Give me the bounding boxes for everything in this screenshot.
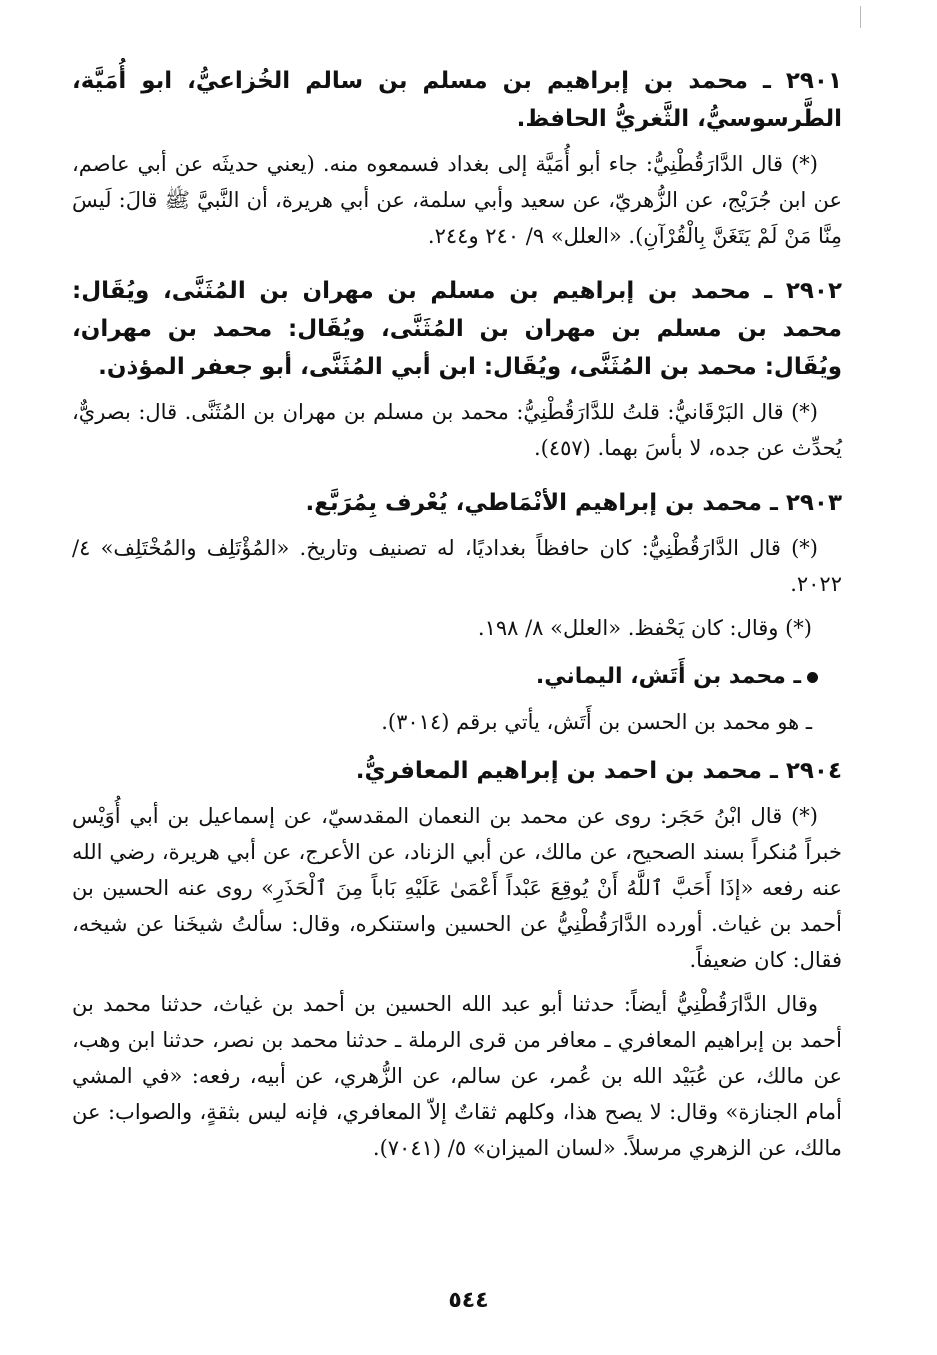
- entry-paragraph: (*) وقال: كان يَحْفظ. «العلل» ٨/ ١٩٨.: [477, 616, 812, 640]
- cross-reference-note: ـ هو محمد بن الحسن بن أَتَش، يأتي برقم (٣٠١٤).: [381, 710, 812, 734]
- entry-heading: ٢٩٠٢ ـ محمد بن إبراهيم بن مسلم بن مهران بن المُثَنَّى، ويُقَال: محمد بن مسلم بن مهران بن المُثَنَّى، ويُقَال: محمد بن مهران، ويُقَال: محمد بن المُثَنَّى، ويُقَال: ابن أبي المُثَنَّى، أبو جعفر المؤذن.: [72, 278, 842, 380]
- entry-paragraph: وقال الدَّارَقُطْنِيُّ أيضاً: حدثنا أبو عبد الله الحسين بن أحمد بن غياث، حدثنا محمد بن أحمد بن إبراهيم المعافري ـ معافر من قرى الرملة ـ حدثنا محمد بن نصر، حدثنا ابن وهب، عن مالك، عن عُبَيْد الله بن عُمر، عن سالم، عن الزُّهري، عن أبيه، رفعه: «في المشي أمام الجنازة» وقال: لا يصح هذا، وكلهم ثقاتٌ إلاّ المعافري، فإنه ليس بثقةٍ، والصواب: عن مالك، عن الزهري مرسلاً. «لسان الميزان» ٥/ (٧٠٤١).: [72, 992, 842, 1160]
- cross-reference-heading: [72, 658, 842, 696]
- entry-2904: [72, 752, 842, 1166]
- entry-paragraph: (*) قال ابْنُ حَجَر: روى عن محمد بن النعمان المقدسيّ، عن إسماعيل بن أبي أُوَيْس خبراً مُنكراً بسند الصحيح، عن مالك، عن أبي الزناد، عن الأعرج، عن أبي هريرة، رضي الله عنه رفعه «إذَا أَحَبَّ ٱللَّهُ أَنْ يُوقِعَ عَبْداً أَعْمَىٰ عَلَيْهِ بَاباً مِنَ ٱلْحَذَرِ» روى عنه الحسين بن أحمد بن غياث. أورده الدَّارَقُطْنِيُّ عن الحسين واستنكره، وقال: سألتُ شيخَنا عن شيخه، فقال: كان ضعيفاً.: [72, 804, 842, 972]
- entry-paragraph: (*) قال الدَّارَقُطْنِيُّ: كان حافظاً بغداديًا، له تصنيف وتاريخ. «المُؤْتَلِف والمُخْتَلِف» ٤/ ٢٠٢٢.: [72, 536, 842, 596]
- entry-paragraph: (*) قال البَرْقَانيُّ: قلتُ للدَّارَقُطْنِيُّ: محمد بن مسلم بن مهران بن المُثَنَّى. قال: بصريٌّ، يُحدِّث عن جده، لا بأسَ بهما. (٤٥٧).: [72, 400, 842, 460]
- margin-mark: [860, 6, 861, 28]
- entry-2903: [72, 484, 842, 646]
- entry-heading: ٢٩٠٤ ـ محمد بن احمد بن إبراهيم المعافريُّ.: [355, 758, 842, 784]
- bullet-icon: [807, 672, 818, 683]
- entry-heading: ٢٩٠١ ـ محمد بن إبراهيم بن مسلم بن سالم الخُزاعيُّ، ابو أُمَيَّة، الطَّرسوسيُّ، الثَّغريُّ الحافظ.: [72, 68, 842, 132]
- page-number: ٥٤٤: [448, 1288, 489, 1313]
- cross-reference-title: ـ محمد بن أَتَش، اليماني.: [535, 664, 801, 689]
- cross-reference-entry: [72, 658, 842, 740]
- entry-heading: ٢٩٠٣ ـ محمد بن إبراهيم الأنْمَاطي، يُعْرف بِمُرَبَّع.: [305, 490, 842, 516]
- entry-2901: [72, 62, 842, 254]
- entry-2902: [72, 272, 842, 466]
- entry-paragraph: (*) قال الدَّارَقُطْنِيُّ: جاء أبو أُمَيَّة إلى بغداد فسمعوه منه. (يعني حديثَه عن أبي عاصم، عن ابن جُرَيْج، عن الزُّهريّ، عن سعيد وأبي سلمة، عن أبي هريرة، أن النَّبيَّ ﷺ قالَ: لَيسَ مِنَّا مَنْ لَمْ يَتَغَنَّ بِالْقُرْآنِ). «العلل» ٩/ ٢٤٠ و٢٤٤.: [72, 152, 842, 248]
- document-page: [72, 62, 842, 1174]
